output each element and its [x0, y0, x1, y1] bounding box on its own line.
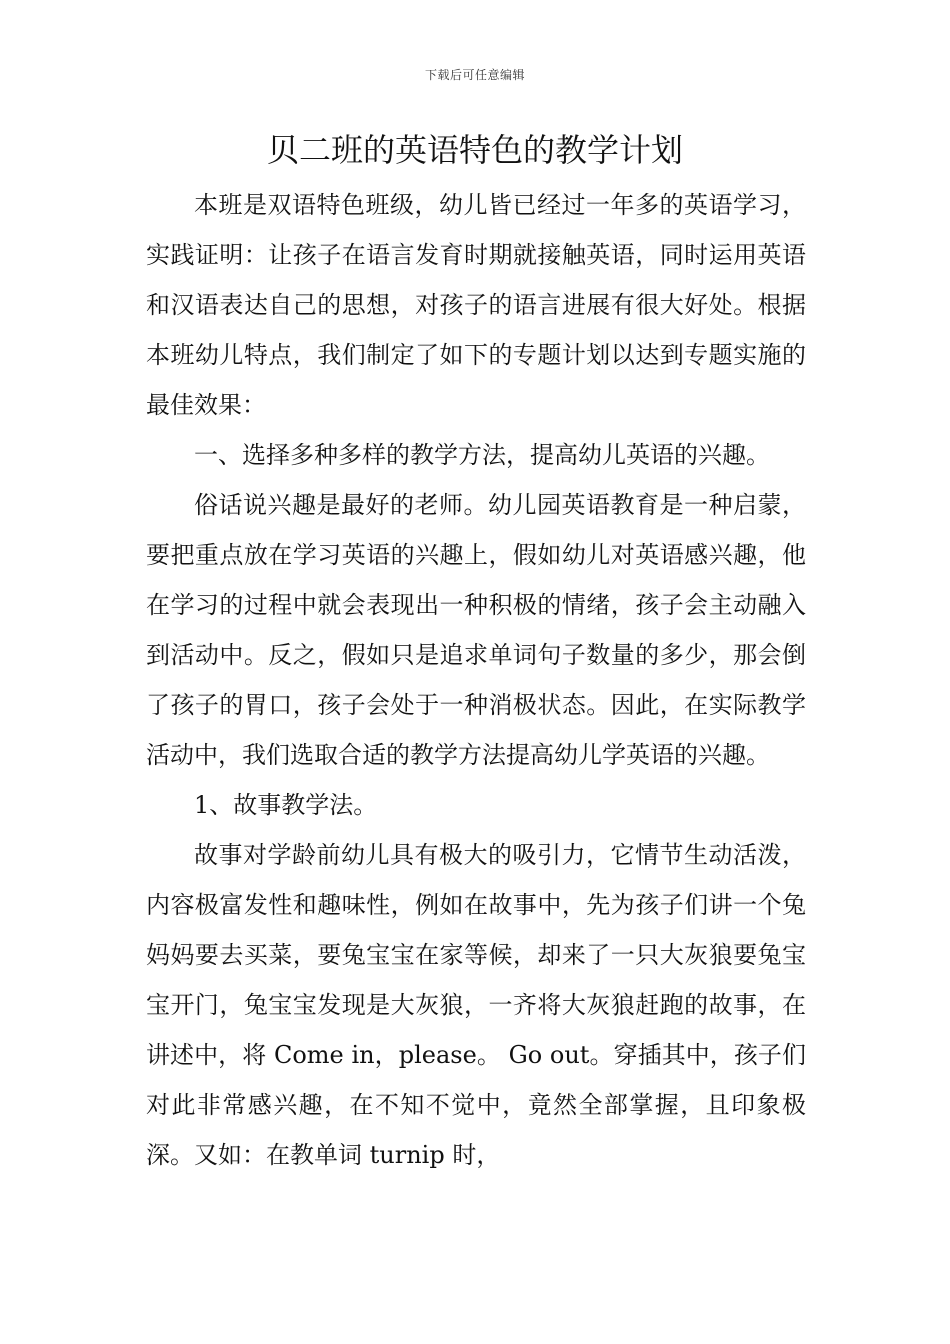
paragraph-intro: 本班是双语特色班级，幼儿皆已经过一年多的英语学习，实践证明：让孩子在语言发育时期就接触英语，同时运用英语和汉语表达自己的思想，对孩子的语言进展有很大好处。根据本班幼儿特点，我们制定了如下的专题计划以达到专题实施的最佳效果：: [146, 191, 806, 419]
subsection-heading-story-method: 1、故事教学法。: [194, 791, 378, 819]
header-note: 下载后可任意编辑: [424, 68, 525, 82]
document-body: [146, 180, 806, 1180]
document-title: 贝二班的英语特色的教学计划: [266, 131, 683, 169]
paragraph-interest: 俗话说兴趣是最好的老师。幼儿园英语教育是一种启蒙，要把重点放在学习英语的兴趣上，假如幼儿对英语感兴趣，他在学习的过程中就会表现出一种积极的情绪，孩子会主动融入到活动中。反之，假如只是追求单词句子数量的多少，那会倒了孩子的胃口，孩子会处于一种消极状态。因此，在实际教学活动中，我们选取合适的教学方法提高幼儿学英语的兴趣。: [146, 491, 806, 769]
section-heading-1: 一、选择多种多样的教学方法，提高幼儿英语的兴趣。: [194, 441, 770, 469]
paragraph-story-method: 故事对学龄前幼儿具有极大的吸引力，它情节生动活泼，内容极富发性和趣味性，例如在故事中，先为孩子们讲一个兔妈妈要去买菜，要兔宝宝在家等候，却来了一只大灰狼要兔宝宝开门，兔宝宝发现是大灰狼，一齐将大灰狼赶跑的故事，在讲述中，将 Come in，please。 Go out。穿插其中，孩子们对此非常感兴趣，在不知不觉中，竟然全部掌握，且印象极深。又如：在教单词 turnip 时，: [146, 841, 806, 1169]
